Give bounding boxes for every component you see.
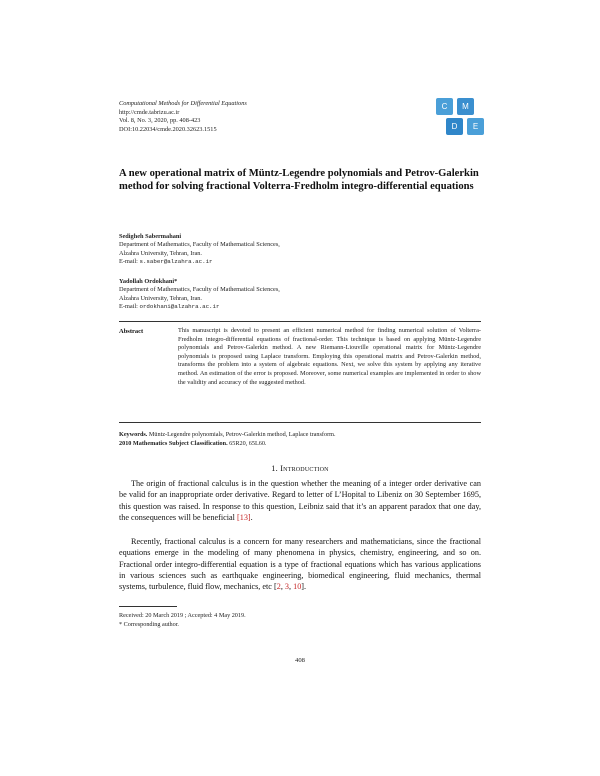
author-address: Alzahra University, Tehran, Iran.: [119, 249, 202, 257]
keywords-block: [119, 430, 481, 448]
paragraph-punct: .: [250, 512, 253, 522]
journal-header: [119, 100, 247, 134]
citation-link[interactable]: [13]: [237, 512, 251, 522]
section-number: 1.: [271, 464, 278, 473]
keywords-line: [119, 430, 481, 439]
author-email-line: [119, 258, 280, 266]
citation-link[interactable]: 10: [293, 582, 302, 592]
citation-separator: ,: [280, 582, 285, 592]
email-label: E-mail:: [119, 258, 138, 266]
msc-line: [119, 439, 481, 448]
journal-doi[interactable]: DOI:10.22034/cmde.2020.32623.1515: [119, 125, 217, 133]
msc-codes: 65R20, 65L60.: [229, 440, 267, 448]
intro-paragraph-2: [119, 536, 481, 592]
abstract-label: Abstract: [119, 328, 144, 335]
author-block: [119, 233, 280, 267]
intro-paragraph-1: [119, 478, 481, 523]
citation-link[interactable]: 3: [284, 582, 289, 592]
section-heading: [0, 464, 600, 473]
keywords-label: Keywords.: [119, 431, 148, 438]
journal-volume: Vol. 8, No. 3, 2020, pp. 408-423: [119, 117, 201, 125]
abstract-bottom-rule: [119, 422, 481, 423]
page-number: 408: [295, 657, 305, 664]
logo-tile-e: E: [467, 118, 484, 135]
journal-url[interactable]: http://cmde.tabrizu.ac.ir: [119, 108, 180, 116]
paragraph-punct: ].: [301, 582, 307, 592]
logo-tile-m: M: [457, 98, 474, 115]
paper-title: A new operational matrix of Müntz-Legendre polynomials and Petrov-Galerkin method for solving fractional Volterra-Fredholm integro-differential equations: [119, 168, 479, 192]
cmde-logo: [436, 98, 492, 140]
journal-name: Computational Methods for Differential Equations: [119, 100, 247, 107]
citation-link[interactable]: 2: [276, 582, 281, 592]
logo-tile-c: C: [436, 98, 453, 115]
author-email[interactable]: ordokhani@alzahra.ac.ir: [139, 303, 220, 311]
footnote-corresponding: * Corresponding author.: [119, 620, 179, 628]
footnotes: [119, 612, 246, 630]
author-email[interactable]: s.saber@alzahra.ac.ir: [139, 258, 213, 266]
abstract-text: This manuscript is devoted to present an efficient numerical method for finding numerical solution of Volterra-Fredholm integro-differential equations of fractional-order. This technique is based on applying Müntz-Legendre polynomials and Petrov-Galerkin method. A new Riemann-Liouville operational matrix for Müntz-Legendre polynomials is proposed using Laplace transform. Employing this operational matrix and Petrov-Galerkin method, transforms the problem into a system of algebraic equations. Next, we solve this system by applying any iterative method. An estimation of the error is proposed. Moreover, some numerical examples are implemented in order to show the validity and accuracy of the suggested method.: [178, 327, 481, 386]
author-department: Department of Mathematics, Faculty of Mathematical Sciences,: [119, 286, 280, 294]
citation-separator: ,: [289, 582, 294, 592]
author-block: [119, 278, 280, 312]
abstract-top-rule: [119, 321, 481, 322]
logo-tile-d: D: [446, 118, 463, 135]
paragraph-text: The origin of fractional calculus is in the question whether the meaning of a integer order derivative can be valid for an inappropriate order derivative. Regard to letter of L’Hopital to Libeniz on 30 September 1695, this question was raised. In response to this question, Leibniz said that it’s an apparent paradox that one day, the consequences will be beneficial: [119, 479, 481, 522]
email-label: E-mail:: [119, 303, 138, 311]
msc-label: 2010 Mathematics Subject Classification.: [119, 440, 228, 448]
author-email-line: [119, 303, 280, 311]
author-name: Sedigheh Sabermahani: [119, 233, 182, 240]
footnote-rule: [119, 606, 177, 607]
section-title: Introduction: [280, 464, 329, 473]
author-department: Department of Mathematics, Faculty of Mathematical Sciences,: [119, 241, 280, 249]
author-address: Alzahra University, Tehran, Iran.: [119, 294, 202, 302]
paragraph-text: Recently, fractional calculus is a concern for many researchers and mathematicians, since the fractional equations emerge in the modeling of many phenomena in physics, chemistry, engineering, and so on. Fractional order integro-differential equation is a type of fractional equations which has various applications in various sciences such as earthquake engineering, biomedical engineering, fluid mechanics, thermal systems, turbulence, fluid flow, mechanics, etc [: [119, 537, 481, 592]
author-name: Yadollah Ordokhani*: [119, 278, 178, 285]
footnote-received: Received: 20 March 2019 ; Accepted: 4 May 2019.: [119, 612, 246, 619]
keywords-text: Müntz-Legendre polynomials, Petrov-Galerkin method, Laplace transform.: [148, 431, 336, 438]
